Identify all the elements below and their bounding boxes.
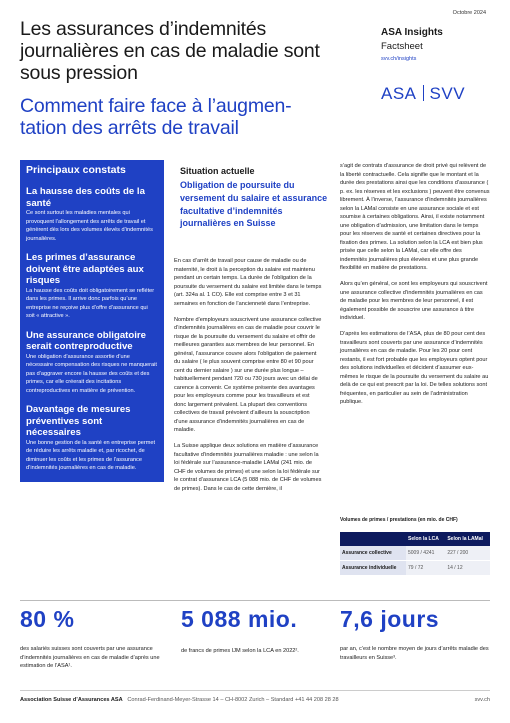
table-header-row xyxy=(340,532,490,546)
cell-lamal: 14 / 12 xyxy=(445,561,490,576)
finding-text: Une bonne gestion de la santé en entreprise permet de réduire les arrêts maladie et, par ricochet, de diminuer les coûts et les primes de l’assurance d’indemnités journalières en cas de maladie. xyxy=(26,439,156,471)
subtitle-line-1: Comment faire face à l’augmen- xyxy=(20,95,292,117)
key-findings-box xyxy=(20,160,164,482)
footer-divider xyxy=(20,690,490,691)
row-label: Assurance collective xyxy=(340,546,406,561)
stats-divider xyxy=(20,600,490,601)
footer xyxy=(20,697,490,703)
finding-text: Une obligation d’assurance assortie d’une nécessaire compensation des risques ne manquerait pas d’aggraver encore la hausse des coûts et des primes, car elle créerait des incitations contreproductives en matière de prévention. xyxy=(26,353,157,394)
cell-lca: 5009 / 4241 xyxy=(406,546,445,561)
key-findings-heading: Principaux constats xyxy=(26,164,126,176)
logo-asa: ASA xyxy=(381,84,417,103)
table-header-cell: Selon la LAMal xyxy=(445,532,490,546)
brand-subtitle: Factsheet xyxy=(381,41,423,52)
paragraph: Nombre d’employeurs souscrivent une assurance collective d’indemnités journalières en cas de maladie pour couvrir le risque de la poursuite du versement du salaire et offrir de meilleures garanties aux membres de leur personnel. En général, l’assurance couvre alors l’obligation de paiement du salaire ( le plus souvent comprise entre 80 et 90 pour cent du dernier salaire ) sur une durée plus longue – habituellement pendant 720 ou 730 jours avec un délai de carence à convenir. Ce système présente des avantages pour les employeurs comme pour les travailleurs et est donc largement prévalent. La plupart des conventions collectives de travail prévoient d’ailleurs la souscription d’une assurance d’indemnités journalières en cas de maladie. xyxy=(174,316,322,433)
asa-svv-logo xyxy=(381,84,465,104)
brand-title: ASA Insights xyxy=(381,27,443,38)
stat-value: 7,6 jours xyxy=(340,606,440,632)
finding-title: Les primes d’assurance doivent être adaptées aux risques xyxy=(26,252,144,286)
table-header-cell xyxy=(340,532,406,546)
finding-text: La hausse des coûts doit obligatoirement se refléter dans les primes. Il arrive donc parfois qu’une entreprise ne reçoive plus d’offre d’assurance qui soit « attractive ». xyxy=(26,287,155,319)
stat-value: 5 088 mio. xyxy=(181,606,298,632)
stat-description: de francs de primes IJM selon la LCA en 2022². xyxy=(181,648,299,654)
table-caption: Volumes de primes / prestations (en mio. de CHF) xyxy=(340,517,458,523)
paragraph: Alors qu’en général, ce sont les employeurs qui souscrivent une assurance collective d’indemnités journalières en cas de maladie pour les membres de leur personnel, il est également possible de souscrire une assurance à titre individuel. xyxy=(340,281,488,321)
cell-lca: 79 / 72 xyxy=(406,561,445,576)
page-title: Les assurances d’indemnités journalières en cas de maladie sont sous pression xyxy=(20,18,320,84)
body-column-right xyxy=(340,162,490,414)
publication-date: Octobre 2024 xyxy=(452,10,486,16)
subtitle-line-2: tation des arrêts de travail xyxy=(20,117,239,139)
finding-title: La hausse des coûts de la santé xyxy=(26,186,145,209)
paragraph: En cas d’arrêt de travail pour cause de maladie ou de maternité, le droit à la perception du salaire est maintenu pendant un certain temps. La durée de l’obligation de la poursuite du versement du salaire est limitée dans le temps (art. 324a al. 1 CO). Elle est comprise entre 3 et 31 semaines en fonction de l’ancienneté dans l’entreprise. xyxy=(174,258,322,307)
logo-divider xyxy=(423,85,424,101)
table-row xyxy=(340,546,490,561)
body-column-middle xyxy=(174,257,322,501)
stat-value: 80 % xyxy=(20,606,75,632)
row-label: Assurance individuelle xyxy=(340,561,406,576)
brand-link[interactable]: svv.ch/insights xyxy=(381,56,417,62)
cell-lamal: 227 / 200 xyxy=(445,546,490,561)
table-row xyxy=(340,561,490,576)
stat-description: par an, c’est le nombre moyen de jours d’arrêts maladie des travailleurs en Suisse³. xyxy=(340,646,489,661)
footer-link[interactable]: svv.ch xyxy=(474,697,490,703)
premiums-table xyxy=(340,532,490,576)
finding-text: Ce sont surtout les maladies mentales qui provoquent l’allongement des arrêts de travail et génèrent dès lors des volumes élevés d’indemnités journalières. xyxy=(26,210,153,242)
footer-address: Conrad-Ferdinand-Meyer-Strasse 14 – CH-8002 Zurich – Standard +41 44 208 28 28 xyxy=(127,697,339,703)
logo-svv: SVV xyxy=(429,84,466,103)
stat-description: des salariés suisses sont couverts par une assurance d’indemnités journalières en cas de maladie d’après une estimation de l’ASA¹. xyxy=(20,646,160,669)
paragraph: s’agit de contrats d’assurance de droit privé qui relèvent de la liberté contractuelle. Cela signifie que le montant et la durée des prestations ainsi que les conditions d’assurance ( p. ex. les réserves et les exclusions ) peuvent être convenus librement. À l’inverse, l’assurance d’indemnités journalières selon la LAMal consiste en une assurance sociale et est soumise à certaines obligations. Ainsi, il existe notamment une obligation d’admission, une limitation dans le temps pour les réserves de santé et certaines directives pour la fixation des primes. La solution selon la LCA est bien plus prisée que celle selon la LAMal, car elle offre des indemnités journalières plus élevées et une plus grande flexibilité en matière de prestations. xyxy=(340,163,490,271)
table-header-cell: Selon la LCA xyxy=(406,532,445,546)
page-subtitle xyxy=(20,95,350,139)
footer-org: Association Suisse d’Assurances ASA xyxy=(20,697,123,703)
finding-title: Une assurance obligatoire serait contreproductive xyxy=(26,329,146,352)
paragraph: D’après les estimations de l’ASA, plus de 80 pour cent des travailleurs sont couverts par une assurance d’indemnités journalières en cas de maladie. Pour les 20 pour cent restants, il est fort probable que les employeurs optent pour des solutions individuelles et décident d’assumer eux-mêmes le risque de la poursuite du versement du salaire au delà de ce qui est prescrit par la loi. De telles solutions sont fréquentes, en particulier au sein de l’administration publique. xyxy=(340,331,489,405)
section-subtitle: Obligation de poursuite du versement du salaire et assurance facultative d’indemnités journalières en Suisse xyxy=(180,180,328,229)
paragraph: La Suisse applique deux solutions en matière d’assurance facultative d’indemnités journalières maladie : une selon la loi fédérale sur l’assurance-maladie LAMal (241 mio. de CHF de volumes de primes) et une selon la loi fédérale sur le contrat d’assurance LCA (5 088 mio. de CHF de volumes de primes). Dans le cas de cette dernière, il xyxy=(174,443,322,492)
finding-title: Davantage de mesures préventives sont nécessaires xyxy=(26,404,131,438)
section-title: Situation actuelle xyxy=(180,166,255,176)
